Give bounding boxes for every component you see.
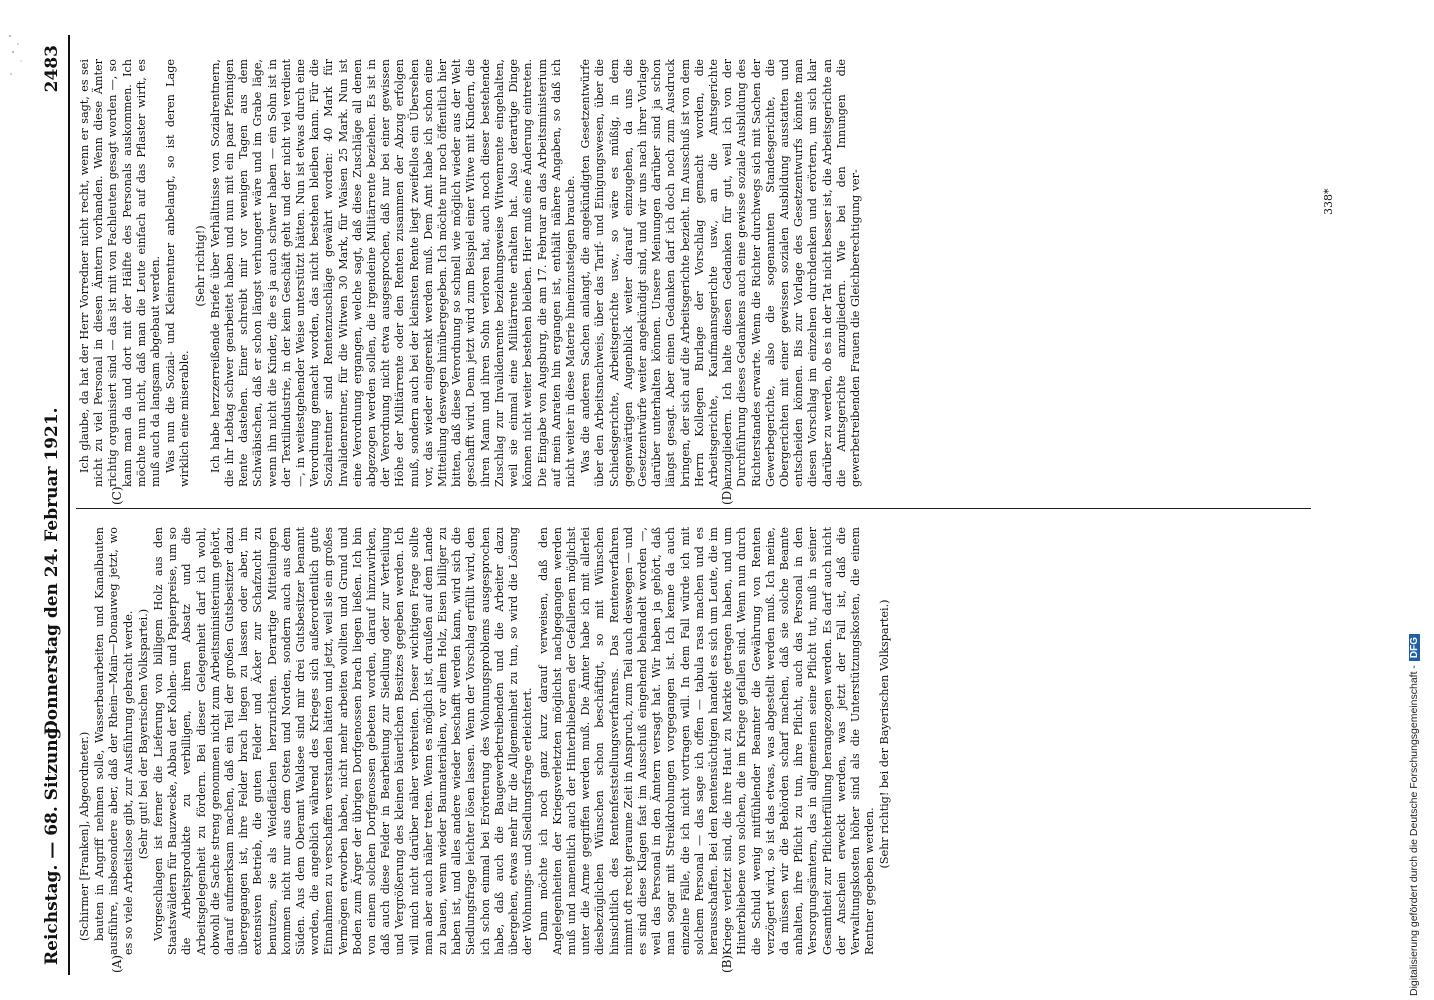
paragraph: (Sehr richtig! bei der Bayerischen Volkspartei.) [878, 599, 892, 869]
paragraph: (Schirmer [Franken], Abgeordneter.) [78, 731, 91, 941]
paragraph: Ich habe herzzerreißende Briefe über Verhältnisse von Sozialrentnern, die ihr Lebtag schwer gearbeitet haben und nun mit ein paar Pfennigen Rente dastehen. Einer schreibt mir vor wenigen Tagen aus dem Schwäbischen, daß er schon längst verhungert wäre und im Grabe läge, wenn ihn nicht die Kinder, die es ja auch schwer haben — ein Sohn ist in der Textilindustrie, in der kein Geschäft geht und der nicht viel verdient —, in weitestgehender Weise unterstützt hätten. Nun ist etwas durch eine Verordnung gemacht worden, das nicht bestehen bleiben kann. Für die Sozialrentner sind Rentenzuschläge gewährt worden: 40 Mark für Invalidenrentner, für die Witwen 30 Mark, für Waisen 25 Mark. Nun ist eine Verordnung ergangen, welche sagt, daß diese Zuschläge all denen abgezogen werden sollen, die irgendeine Militärrente beziehen. Es ist in der Verordnung nicht etwa ausgesprochen, daß nur bei einer gewissen Höhe der Militärrente oder den Renten zusammen der Abzug erfolgen muß, sondern auch bei der kleinsten Rente liegt zweifellos ein Übersehen vor, das wieder eingerenkt werden muß. Dem Amt habe ich schon eine Mitteilung deswegen hinübergegeben. Ich möchte nur noch öffentlich hier bitten, daß diese Verordnung so schnell wie möglich wieder aus der Welt geschafft wird. Denn jetzt wird zum Beispiel einer Witwe mit Kindern, die ihren Mann und ihren Sohn verloren hat, auch noch dieser bestehende Zuschlag zur Invalidenrente beziehungsweise Witwenrente eingehalten, weil sie einmal eine Militärrente erhalten hat. Also derartige Dinge können nicht weiter bestehen bleiben. Hier muß eine Änderung eintreten. Die Eingabe von Augsburg, die am 17. Februar an das Arbeitsministerium auf mein Anraten hin ergangen ist, enthält nähere Angaben, so daß ich nicht weiter in diese Materie hineinzusteigen brauche. [208, 59, 577, 487]
margin-mark-c: (C) [110, 486, 124, 505]
header-date: Donnerstag den 24. Februar 1921. [42, 407, 62, 735]
column-divider [76, 508, 1311, 509]
page-header [40, 35, 66, 975]
margin-mark-b: (B) [720, 954, 734, 973]
rotated-document-page [40, 35, 1360, 975]
scan-speckle [6, 30, 26, 90]
header-left: Reichstag. — 68. Sitzung. [42, 721, 62, 965]
paragraph: Dann möchte ich noch ganz kurz darauf verweisen, daß den Angelegenheiten der Kriegsverletzten möglichst nachgegangen werden muß und namentlich auch der Hinterbliebenen der Gefallenen möglichst unter die Arme gegriffen werden muß. Die Ämter habe ich mit allerlei diesbezüglichen Wünschen schon beschäftigt, so mit Wünschen hinsichtlich des Rentenfeststellungsverfahrens. Das Rentenverfahren nimmt oft recht geraume Zeit in Anspruch, zum Teil auch deswegen — und es sind diese Klagen fast im Ausschuß eingehend behandelt worden —, weil das Personal in den Ämtern versagt hat. Wir haben ja gehört, daß man sogar mit Streikdrohungen vorgegangen ist. Ich kenne da auch einzelne Fälle, die ich nicht vortragen will. In dem Fall würde ich mit solchem Personal — das sage ich offen — tabula rasa machen und es herausschaffen. Bei den Rentensüchtigen handelt es sich um Leute, die im Kriege verletzt sind, die ihre Haut zu Markte getragen haben, und um Hinterbliebene von solchen, die im Kriege gefallen sind. Wenn nun durch die Schuld wenig mitfühlender Beamter die Gewährung von Renten verzögert wird, so ist das etwas, was abgestellt werden muß. Ich meine, da müssen wir die Behörden scharf machen, daß sie solche Beamte anhalten, ihre Pflicht zu tun, ihre Pflicht, auch das Personal in den Versorgungsämtern, das in allgemeinen seine Pflicht tut, muß in seiner Gesamtheit zur Pflichterfüllung herangezogen werden. Es darf auch nicht der Anschein erweckt werden, was jetzt der Fall ist, daß die Verwaltungskosten höher sind als die Unterstützungskosten, die einem Rentner gegeben werden. [536, 527, 877, 955]
margin-mark-a: (A) [110, 954, 124, 973]
page-number: 2483 [42, 45, 62, 93]
paragraph: Ich glaube, da hat der Herr Vorredner nicht recht, wenn er sagt, es sei nicht zu viel Personal in diesen Ämtern vorhanden. Wenn diese Ämter richtig organisiert sind — das ist mit von Fachleuten gesagt worden —, so kann man da und dort mit der Hälfte des Personals auskommen. Ich möchte nun nicht, daß man die Leute einfach auf das Pflaster wirft, es muß auch da langsam abgebaut werden. [78, 59, 163, 487]
dfg-logo: DFG [1409, 634, 1420, 661]
right-text-column [78, 59, 1303, 487]
footer-number: 338* [1322, 188, 1335, 215]
margin-mark-d: (D) [720, 486, 734, 505]
paragraph: (Sehr gut! bei der Bayerischen Volkspartei.) [136, 608, 150, 860]
paragraph: bauten in Angriff nehmen solle, Wasserbauarbeiten und Kanalbauten ausführe, insbesondere aber, daß der Rhein—Main—Donauweg jetzt, wo es so viele Arbeitslose gibt, zur Ausführung gebracht werde. [93, 527, 135, 955]
left-text-column [78, 527, 1303, 955]
paragraph: Was nun die Sozial- und Kleinrentner anbelangt, so ist deren Lage wirklich eine miserable. [164, 59, 192, 487]
stamp-text: Digitalisierung gefördert durch die Deutsche Forschungsgemeinschaft - [1408, 665, 1420, 996]
paragraph: Was die anderen Sachen anlangt, die angekündigten Gesetzentwürfe über den Arbeitsnachweis, über das Tarif- und Einigungswesen, über die Schiedsgerichte, Arbeitsgerichte usw., so wäre es müßig, in dem gegenwärtigen Augenblick weiter darauf einzugehen, da uns die Gesetzentwürfe weiter angekündigt sind, und wir uns nach ihrer Vorlage darüber unterhalten können. Unsere Meinungen darüber sind ja schon längst gesagt. Aber einen Gedanken darf ich doch noch zum Ausdruck bringen, der sich auf die Arbeitsgerichte bezieht. Im Ausschuß ist von dem Herrn Kollegen Burlage der Vorschlag gemacht worden, die Arbeitsgerichte, Kaufmannsgerichte usw., an die Amtsgerichte anzugliedern. Ich halte diesen Gedanken für gut, weil ich von der Durchführung dieses Gedankens auch eine gewisse soziale Ausbildung des Richterstandes erwarte. Wenn die Richter durchwegs sich mit Sachen der Gewerbegerichte, also die sogenannten Standesgerichte, die Obergerichten mit einer gewissen sozialen Ausbildung ausstatten und entscheiden können. Bis zur Vorlage des Gesetzentwurfs könnte man diesen Vorschlag im einzelnen durchdenken und erörtern, um sich klar darüber zu werden, ob es in der Tat nicht besser ist, die Arbeitsgerichte an die Amtsgerichte anzugliedern. Wie bei den Innungen die gewerbetreibenden Frauen die Gleichberechtigung ver- [579, 59, 862, 487]
digitization-stamp [1408, 6, 1428, 996]
header-rule [68, 35, 70, 975]
paragraph: (Sehr richtig!) [193, 225, 207, 307]
paragraph: Vorgeschlagen ist ferner die Lieferung von billigem Holz aus den Staatswäldern für Bauzwecke, Abbau der Kohlen- und Papierpreise, um so die Arbeitsprodukte zu verbilligen, ihren Absatz und die Arbeitsgelegenheit zu fördern. Bei dieser Gelegenheit darf ich wohl, obwohl die Sache streng genommen nicht zum Arbeitsministerium gehört, darauf aufmerksam machen, daß ein Teil der großen Gutsbesitzer dazu übergegangen ist, ihre Felder brach liegen zu lassen oder aber, im extensiven Betrieb, die guten Felder und Äcker zur Schafzucht zu benutzen, sie als Weideflächen herzurichten. Derartige Mitteilungen kommen nicht nur aus dem Osten und Norden, sondern auch aus dem Süden. Aus dem Oberamt Waldsee sind mir drei Gutsbesitzer benannt worden, die angeblich während des Krieges sich außerordentlich gute Einnahmen zu verschaffen verstanden hätten und jetzt, weil sie ein großes Vermögen erworben haben, nicht mehr arbeiten wollten und Grund und Boden zum Ärger der übrigen Dorfgenossen brach liegen ließen. Ich bin von einem solchen Dorfgenossen gebeten worden, darauf hinzuwirken, daß auch diese Felder in Bearbeitung zur Siedlung oder zur Verteilung und Vergrößerung des kleinen bäuerlichen Besitzes gegeben werden. Ich will mich nicht darüber näher verbreiten. Dieser wichtigen Frage sollte man aber auch näher treten. Wenn es möglich ist, draußen auf dem Lande zu bauen, wenn wieder Baumaterialien, vor allem Holz, Eisen billiger zu haben ist, und alles andere wieder beschafft werden kann, wird sich die Siedlungsfrage leichter lösen lassen. Wenn der Vorschlag erfüllt wird, den ich schon einmal bei Erörterung des Wohnungsproblems ausgesprochen habe, daß auch die Baugewerbetreibenden und die Arbeiter dazu übergehen, etwas mehr für die Allgemeinheit zu tun, so wird die Lösung der Wohnungs- und Siedlungsfrage erleichtert. [152, 527, 535, 955]
